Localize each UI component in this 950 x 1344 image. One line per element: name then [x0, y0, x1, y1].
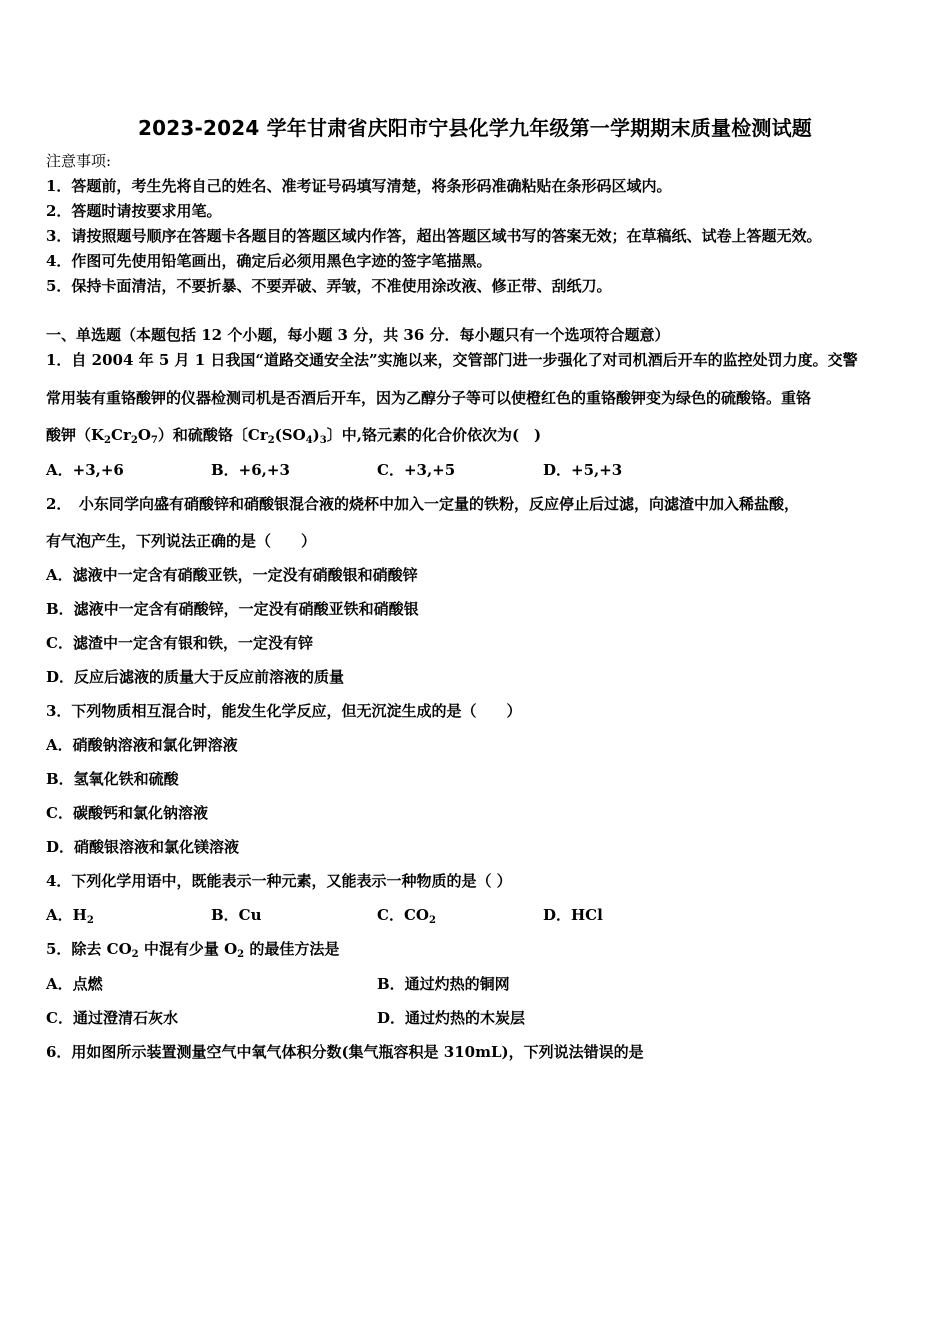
q3-option-a: A．硝酸钠溶液和氯化钾溶液	[46, 736, 238, 754]
q5-option-b: B．通过灼热的铜网	[377, 975, 510, 993]
q3-option-d: D．硝酸银溶液和氯化镁溶液	[46, 838, 240, 856]
q2-stem-line: 有气泡产生，下列说法正确的是（ ）	[46, 532, 317, 550]
q1-stem-line: 酸钾$(K_2Cr_2O_7)$和硫酸铬〔$Cr_2(SO_4)_3$〕中,铬元素的化合价依次为( )	[46, 426, 542, 446]
q1-option-d: D．+5,+3	[543, 461, 623, 479]
q1-stem-line: 常用装有重铬酸钾的仪器检测司机是否酒后开车，因为乙醇分子等可以使橙红色的重铬酸钾变为绿色的硫酸铬。重铬	[46, 389, 812, 407]
q4-stem: 4．下列化学用语中，既能表示一种元素，又能表示一种物质的是（ ）	[46, 872, 512, 890]
q4-option-a: A．$H_2$	[46, 906, 94, 926]
q2-option-b: B．滤液中一定含有硝酸锌，一定没有硝酸亚铁和硝酸银	[46, 600, 419, 618]
q3-option-b: B．氢氧化铁和硫酸	[46, 770, 179, 788]
q2-option-c: C．滤渣中一定含有银和铁，一定没有锌	[46, 634, 313, 652]
q5-option-d: D．通过灼热的木炭层	[377, 1009, 526, 1027]
q6-stem: 6．用如图所示装置测量空气中氧气体积分数(集气瓶容积是 310mL)，下列说法错误的是	[46, 1043, 644, 1061]
q2-option-a: A．滤液中一定含有硝酸亚铁，一定没有硝酸银和硝酸锌	[46, 566, 418, 584]
q4-option-b: B．Cu	[211, 906, 262, 924]
q3-stem: 3．下列物质相互混合时，能发生化学反应，但无沉淀生成的是（ ）	[46, 702, 522, 720]
q4-option-c: C．$CO_2$	[377, 906, 436, 926]
q1-option-b: B．+6,+3	[211, 461, 290, 479]
notice-item: 5．保持卡面清洁，不要折暴、不要弄破、弄皱，不准使用涂改液、修正带、刮纸刀。	[46, 277, 612, 295]
page-title: 2023-2024 学年甘肃省庆阳市宁县化学九年级第一学期期末质量检测试题	[138, 116, 812, 140]
q2-stem-line: 2． 小东同学向盛有硝酸锌和硝酸银混合液的烧杯中加入一定量的铁粉，反应停止后过滤，向滤渣中加入稀盐酸，	[46, 495, 799, 513]
q5-stem: 5．除去 $CO_2$ 中混有少量 $O_2$ 的最佳方法是	[46, 940, 340, 960]
notice-item: 2．答题时请按要求用笔。	[46, 202, 222, 220]
q5-option-c: C．通过澄清石灰水	[46, 1009, 178, 1027]
notice-item: 4．作图可先使用铅笔画出，确定后必须用黑色字迹的签字笔描黑。	[46, 252, 492, 270]
notice-item: 3．请按照题号顺序在答题卡各题目的答题区域内作答，超出答题区域书写的答案无效；在草稿纸、试卷上答题无效。	[46, 227, 822, 245]
q3-option-c: C．碳酸钙和氯化钠溶液	[46, 804, 208, 822]
q1-stem-line: 1．自 2004 年 5 月 1 日我国“道路交通安全法”实施以来，交管部门进一步强化了对司机酒后开车的监控处罚力度。交警	[46, 351, 858, 369]
notice-item: 1．答题前，考生先将自己的姓名、准考证号码填写清楚，将条形码准确粘贴在条形码区域内。	[46, 177, 672, 195]
q5-option-a: A．点燃	[46, 975, 103, 993]
q4-option-d: D．HCl	[543, 906, 603, 924]
q1-option-c: C．+3,+5	[377, 461, 456, 479]
q1-option-a: A．+3,+6	[46, 461, 124, 479]
section-heading: 一、单选题（本题包括 12 个小题，每小题 3 分，共 36 分．每小题只有一个选项符合题意）	[46, 326, 670, 344]
q2-option-d: D．反应后滤液的质量大于反应前溶液的质量	[46, 668, 345, 686]
notice-heading: 注意事项:	[46, 152, 112, 170]
